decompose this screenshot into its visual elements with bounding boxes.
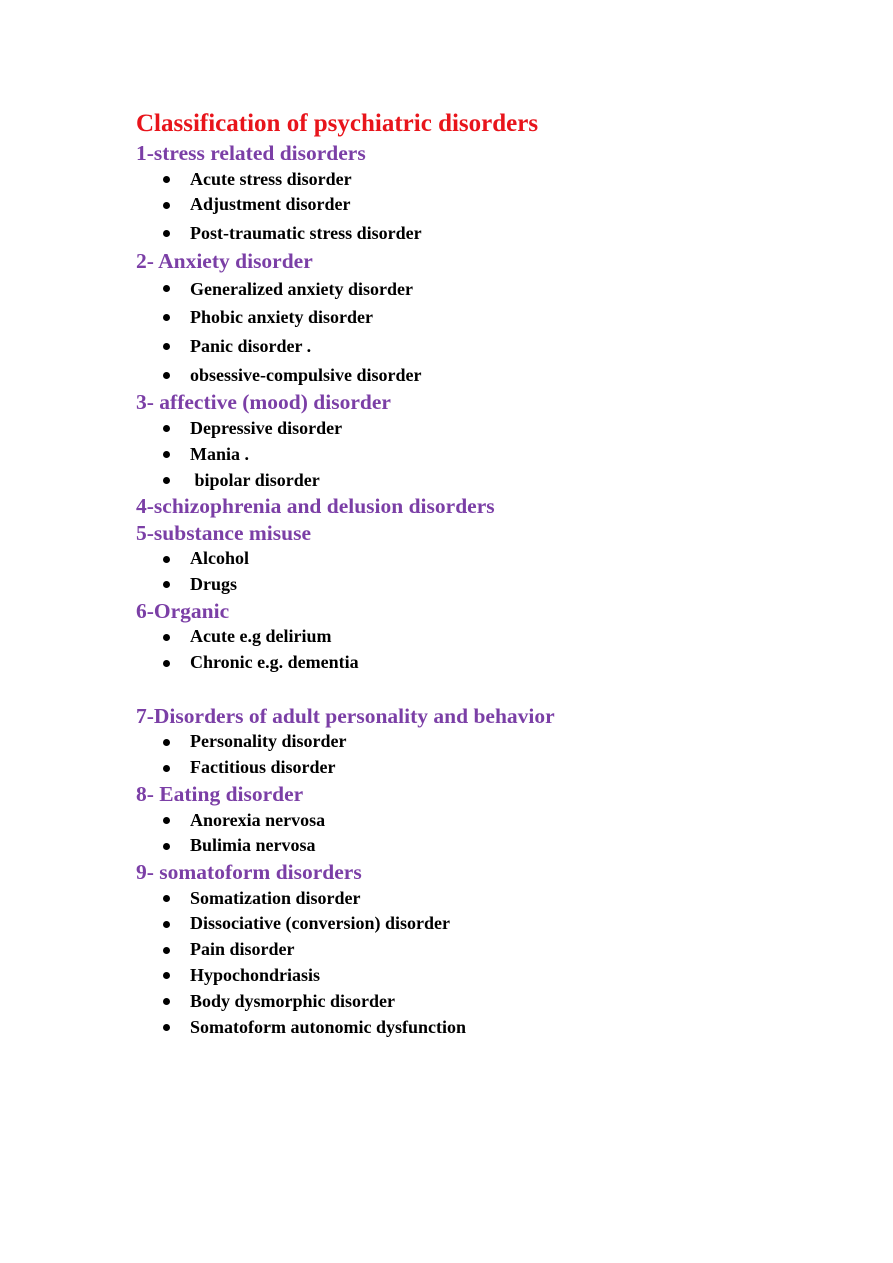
section-heading: 4-schizophrenia and delusion disorders bbox=[136, 494, 495, 519]
section-heading: 9- somatoform disorders bbox=[136, 860, 362, 885]
bullet-icon bbox=[163, 895, 170, 902]
section-organic bbox=[136, 598, 836, 676]
section-heading: 6-Organic bbox=[136, 598, 230, 623]
list-item bbox=[136, 546, 836, 572]
list-item-text: Body dysmorphic disorder bbox=[190, 990, 396, 1011]
section-heading: 1-stress related disorders bbox=[136, 141, 366, 165]
list-item-text: Drugs bbox=[190, 574, 238, 595]
section-affective bbox=[136, 389, 836, 493]
list-item-text: Hypochondriasis bbox=[190, 965, 321, 986]
bullet-icon bbox=[163, 581, 170, 588]
item-list bbox=[136, 275, 836, 390]
list-item-text: Generalized anxiety disorder bbox=[190, 278, 413, 299]
list-item bbox=[136, 218, 836, 248]
bullet-icon bbox=[163, 1024, 170, 1031]
list-item bbox=[136, 275, 836, 304]
list-item bbox=[136, 886, 836, 912]
list-item-text: Somatoform autonomic dysfunction bbox=[190, 1016, 467, 1037]
bullet-icon bbox=[163, 765, 170, 772]
bullet-icon bbox=[163, 372, 170, 379]
bullet-icon bbox=[163, 425, 170, 432]
list-item bbox=[136, 303, 836, 332]
list-item-text: Pain disorder bbox=[190, 939, 295, 960]
item-list bbox=[136, 167, 836, 249]
bullet-icon bbox=[163, 947, 170, 954]
list-item-text: Anorexia nervosa bbox=[190, 809, 326, 830]
list-item bbox=[136, 808, 836, 834]
bullet-icon bbox=[163, 202, 170, 209]
list-item bbox=[136, 442, 836, 468]
item-list bbox=[136, 416, 836, 493]
bullet-icon bbox=[163, 739, 170, 746]
list-item bbox=[136, 650, 836, 676]
list-item bbox=[136, 755, 836, 781]
bullet-icon bbox=[163, 660, 170, 667]
list-item bbox=[136, 963, 836, 989]
bullet-icon bbox=[163, 343, 170, 350]
bullet-icon bbox=[163, 556, 170, 563]
section-heading: 5-substance misuse bbox=[136, 520, 312, 545]
bullet-icon bbox=[163, 998, 170, 1005]
document-title: Classification of psychiatric disorders bbox=[136, 110, 539, 137]
bullet-icon bbox=[163, 843, 170, 850]
section-substance-misuse bbox=[136, 520, 836, 598]
list-item bbox=[136, 937, 836, 963]
bullet-icon bbox=[163, 634, 170, 641]
list-item-text: Personality disorder bbox=[190, 731, 347, 752]
section-heading: 8- Eating disorder bbox=[136, 782, 304, 807]
list-item-text: bipolar disorder bbox=[190, 469, 320, 490]
list-item-text: Depressive disorder bbox=[190, 417, 343, 438]
section-adult-personality bbox=[136, 703, 836, 781]
bullet-icon bbox=[163, 230, 170, 237]
list-item-text: Dissociative (conversion) disorder bbox=[190, 913, 450, 934]
bullet-icon bbox=[163, 817, 170, 824]
section-eating bbox=[136, 781, 836, 859]
section-schizophrenia bbox=[136, 493, 836, 520]
list-item-text: Alcohol bbox=[190, 548, 250, 569]
section-stress-related bbox=[136, 140, 836, 248]
list-item bbox=[136, 624, 836, 650]
list-item bbox=[136, 729, 836, 755]
list-item bbox=[136, 332, 836, 361]
bullet-icon bbox=[163, 285, 170, 292]
item-list bbox=[136, 886, 836, 1041]
document-content bbox=[136, 108, 836, 1040]
bullet-icon bbox=[163, 477, 170, 484]
list-item-text: obsessive-compulsive disorder bbox=[190, 364, 422, 385]
list-item bbox=[136, 833, 836, 859]
item-list bbox=[136, 808, 836, 860]
list-item-text: Bulimia nervosa bbox=[190, 835, 316, 856]
list-item-text: Mania . bbox=[190, 443, 250, 464]
list-item-text: Chronic e.g. dementia bbox=[190, 652, 359, 673]
list-item bbox=[136, 572, 836, 598]
list-item-text: Acute stress disorder bbox=[190, 168, 352, 189]
section-somatoform bbox=[136, 859, 836, 1040]
list-item bbox=[136, 1015, 836, 1041]
list-item bbox=[136, 416, 836, 442]
list-item bbox=[136, 361, 836, 390]
list-item bbox=[136, 989, 836, 1015]
bullet-icon bbox=[163, 921, 170, 928]
list-item bbox=[136, 192, 836, 218]
list-item-text: Acute e.g delirium bbox=[190, 626, 332, 647]
bullet-icon bbox=[163, 451, 170, 458]
section-heading: 7-Disorders of adult personality and behavior bbox=[136, 703, 555, 728]
list-item-text: Post-traumatic stress disorder bbox=[190, 223, 422, 244]
list-item-text: Somatization disorder bbox=[190, 887, 361, 908]
item-list bbox=[136, 624, 836, 676]
list-item bbox=[136, 468, 836, 494]
list-item bbox=[136, 167, 836, 193]
list-item-text: Factitious disorder bbox=[190, 757, 336, 778]
section-anxiety bbox=[136, 248, 836, 389]
section-heading: 3- affective (mood) disorder bbox=[136, 390, 391, 415]
list-item-text: Adjustment disorder bbox=[190, 194, 351, 215]
bullet-icon bbox=[163, 314, 170, 321]
list-item-text: Panic disorder . bbox=[190, 336, 312, 356]
bullet-icon bbox=[163, 176, 170, 183]
item-list bbox=[136, 729, 836, 781]
section-heading: 2- Anxiety disorder bbox=[136, 249, 313, 274]
bullet-icon bbox=[163, 972, 170, 979]
list-item bbox=[136, 911, 836, 937]
item-list bbox=[136, 546, 836, 598]
list-item-text: Phobic anxiety disorder bbox=[190, 307, 373, 328]
